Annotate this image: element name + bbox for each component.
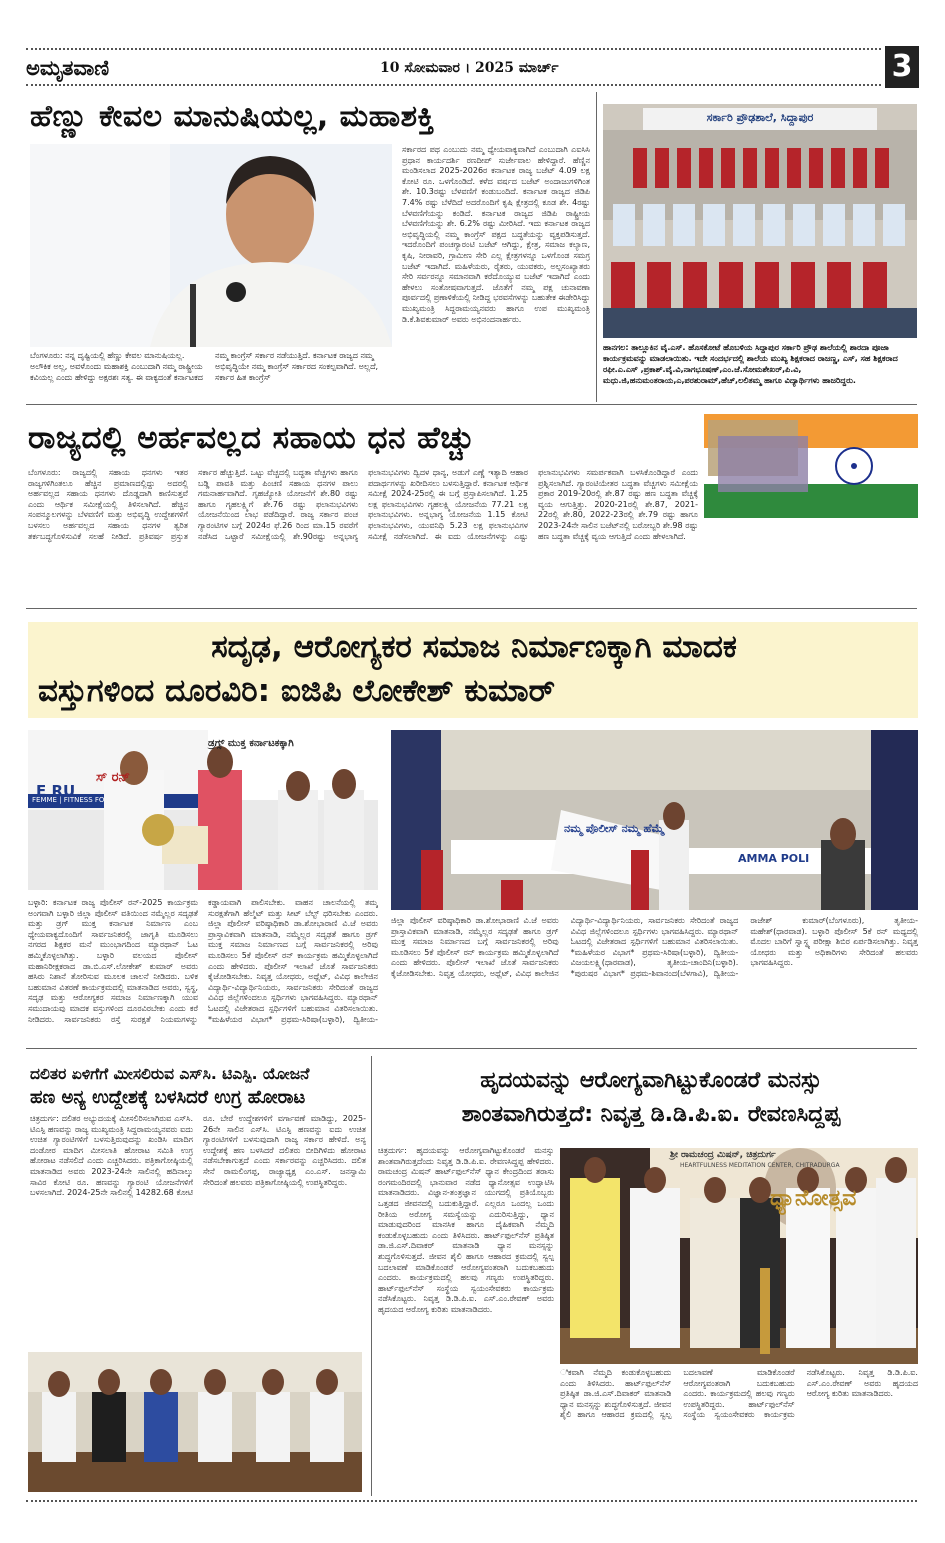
story6-headline-line2: ಶಾಂತವಾಗಿರುತ್ತದೆ: ನಿವೃತ್ತ ಡಿ.ಡಿ.ಪಿ.ಐ. ರೇವಣಸಿದ್ದಪ್ಪ bbox=[461, 1102, 841, 1127]
section-rule-2 bbox=[26, 608, 917, 609]
col-divider-bottom bbox=[371, 1056, 372, 1496]
header-dotted-rule bbox=[26, 84, 881, 86]
story4-headline-banner bbox=[28, 622, 918, 718]
story1-headline: ಹೆಣ್ಣು ಕೇವಲ ಮಾನುಷಿಯಲ್ಲ, ಮಹಾಶಕ್ತಿ bbox=[30, 99, 435, 134]
story3-headline: ರಾಜ್ಯದಲ್ಲಿ ಅರ್ಹವಲ್ಲದ ಸಹಾಯ ಧನ ಹೆಚ್ಚು bbox=[28, 420, 475, 456]
story5-body: ಚಿತ್ರದುರ್ಗ: ದಲಿತರ ಅಭ್ಯುದಯಕ್ಕೆ ಮೀಸಲಿರಿಸಲಾಗಿರುವ ಎಸ್‌ಸಿ. ಟಿಎಸ್ಪಿ ಹಣವನ್ನು ರಾಜ್ಯ ಮುಖ್ಯಮಂತ್ರಿ ಸಿದ್ದರಾಮಯ್ಯನವರು ಐದು ಉಚಿತ ಗ್ಯಾರಂಟಿಗಳಿಗೆ ಬಳಸುತ್ತಿರುವುದನ್ನು ಖಂಡಿಸಿ ಮಾದಿಗ ದಂಡೋರ ಮಾದಿಗ ಮೀಸಲಾತಿ ಹೋರಾಟ ಸಮಿತಿ ಉಗ್ರ ಹೋರಾಟ ನಡೆಸಲಿದೆ ಎಂದು ಎಚ್ಚರಿಸಿದರು. ಪತ್ರಿಕಾಗೋಷ್ಠಿಯಲ್ಲಿ ಮಾತನಾಡಿದ ಅವರು 2023-24ನೇ ಸಾಲಿನಲ್ಲಿ ಹದಿನಾಲ್ಕು ಸಾವಿರ ಕೋಟಿ ರೂ. ಹಣವನ್ನು ಗ್ಯಾರಂಟಿ ಯೋಜನೆಗಳಿಗೆ ಬಳಸಲಾಗಿದೆ. 2024-25ನೇ ಸಾಲಿನಲ್ಲಿ 14282.68 ಕೋಟಿ ರೂ. ಬೇರೆ ಉದ್ದೇಶಗಳಿಗೆ ವರ್ಗಾವಣೆ ಮಾಡಿದ್ದು, 2025-26ನೇ ಸಾಲಿನ ಎಸ್‌ಸಿ. ಟಿಎಸ್ಪಿ ಹಣವನ್ನು ಐದು ಉಚಿತ ಗ್ಯಾರಂಟಿಗಳಿಗೆ ಬಳಸುವುದಾಗಿ ರಾಜ್ಯ ಸರ್ಕಾರ ಹೇಳಿದೆ. ಅನ್ಯ ಉದ್ದೇಶಕ್ಕೆ ಹಣ ಬಳಸಿದರೆ ದಲಿತರು ಬೀದಿಗಿಳಿದು ಹೋರಾಟ ನಡೆಸಬೇಕಾಗುತ್ತದೆ ಎಂದು ಸರ್ಕಾರವನ್ನು ಎಚ್ಚರಿಸಿದರು. ದಲಿತ ಸೇನೆ ರಾಮಲಿಂಗಪ್ಪ, ರಾಜ್ಯಾಧ್ಯಕ್ಷ ಎಂ.ಎಸ್. ಜನಸ್ವಾಮಿ ಸೇರಿದಂತೆ ಹಲವರು ಪತ್ರಿಕಾಗೋಷ್ಠಿಯಲ್ಲಿ ಉಪಸ್ಥಿತರಿದ್ದರು. bbox=[30, 1114, 366, 1198]
story4-body-right: ಜಿಲ್ಲಾ ಪೊಲೀಸ್ ವರಿಷ್ಠಾಧಿಕಾರಿ ಡಾ.ಶೋಭಾರಾಣಿ ವಿ.ಜೆ ಅವರು ಪ್ರಾಸ್ತಾವಿಕವಾಗಿ ಮಾತನಾಡಿ, ನಮ್ಮೆಲ್ಲರ ಸದೃಢತೆ ಹಾಗೂ ಡ್ರಗ್ ಮುಕ್ತ ಸಮಾಜ ನಿರ್ಮಾಣದ ಬಗ್ಗೆ ಸಾರ್ವಜನಿಕರಲ್ಲಿ ಅರಿವು ಮೂಡಿಸಲು 5ಕೆ ಪೊಲೀಸ್ ರನ್ ಕಾರ್ಯಕ್ರಮ ಹಮ್ಮಿಕೊಳ್ಳಲಾಗಿದೆ ಎಂದು ಹೇಳಿದರು. ಪೊಲೀಸ್ ಇಲಾಖೆ ಜೊತೆ ಸಾರ್ವಜನಿಕರು ಕೈಜೋಡಿಸಬೇಕು. ನಿವೃತ್ತ ಯೋಧರು, ಅಥ್ಲೆಟ್, ವಿವಿಧ ಕಾಲೇಜಿನ ವಿದ್ಯಾರ್ಥಿ-ವಿದ್ಯಾರ್ಥಿನಿಯರು, ಸಾರ್ವಜನಿಕರು ಸೇರಿದಂತೆ ರಾಜ್ಯದ ವಿವಿಧ ಜಿಲ್ಲೆಗಳಿಂದಲೂ ಸ್ಪರ್ಧಿಗಳು ಭಾಗವಹಿಸಿದ್ದರು. ಮ್ಯಾರಥಾನ್ ಓಟದಲ್ಲಿ ವಿಜೇತರಾದ ಸ್ಪರ್ಧಿಗಳಿಗೆ ಬಹುಮಾನ ವಿತರಿಸಲಾಯಿತು. *ಮಹಿಳೆಯರ ವಿಭಾಗ* ಪ್ರಥಮ-ಸಿರಿಷಾ(ಬಳ್ಳಾರಿ), ದ್ವಿತೀಯ-ವಿಜಯಲಕ್ಷ್ಮಿ(ಧಾರವಾಡ), ತೃತೀಯ-ಚಾಂದಿನಿ(ಬಳ್ಳಾರಿ). *ಪುರುಷರ ವಿಭಾಗ* ಪ್ರಥಮ-ಶಿವಾನಂದ(ಬೆಳಗಾವಿ), ದ್ವಿತೀಯ-ರಾಜೇಶ್ ಕುಮಾರ್(ಬೆಂಗಳೂರು), ತೃತೀಯ-ಮಹೇಶ್(ಧಾರವಾಡ). ಬಳ್ಳಾರಿ ಪೊಲೀಸ್ 5ಕೆ ರನ್ ಮಧ್ಯದಲ್ಲಿ ಮೊದಲ ಬಾರಿಗೆ ಸ್ವಾಸ್ಥ್ಯ ಪರೀಕ್ಷಾ ಶಿಬಿರ ಏರ್ಪಡಿಸಲಾಗಿತ್ತು. ನಿವೃತ್ತ ಯೋಧರು ಮತ್ತು ಅಧಿಕಾರಿಗಳು ಸೇರಿದಂತೆ ಹಲವರು ಭಾಗವಹಿಸಿದ್ದರು. bbox=[391, 916, 918, 978]
section-rule-1 bbox=[26, 404, 917, 405]
page-number: 3 bbox=[885, 46, 919, 88]
paper-name: ಅಮೃತವಾಣಿ bbox=[26, 56, 110, 80]
story5-photo bbox=[28, 1352, 362, 1492]
story6-photo-backdrop: ಧ್ಯಾನೋತ್ಸವ bbox=[770, 1186, 857, 1211]
story6-photo-banner2: HEARTFULNESS MEDITATION CENTER, CHITRADURGA bbox=[680, 1162, 840, 1169]
story4-photo-award bbox=[28, 730, 378, 890]
col-divider bbox=[596, 92, 597, 402]
story2-photo bbox=[603, 104, 917, 338]
story4-photo-run bbox=[391, 730, 918, 910]
story1-body: ಸರ್ಕಾರದ ಪಥ ಎಂಬುದು ನಮ್ಮ ಧ್ಯೇಯವಾಕ್ಯವಾಗಿದೆ ಎಂಬುದಾಗಿ ಎಐಸಿಸಿ ಪ್ರಧಾನ ಕಾರ್ಯದರ್ಶಿ ರಣದೀಪ್ ಸುರ್ಜೇವಾಲ ಹೇಳಿದ್ದಾರೆ. ಹೆಣ್ಣಿನ ಮಂಡಿಸಲಾದ 2025-2026ರ ಕರ್ನಾಟಕ ರಾಜ್ಯ ಬಜೆಟ್ 4.09 ಲಕ್ಷ ಕೋಟಿ ರೂ. ಒಳಗೊಂಡಿದೆ. ಕಳೆದ ವರ್ಷದ ಬಜೆಟ್ ಅಂದಾಜುಗಳಿಗಿಂತ ಶೇ. 10.3ರಷ್ಟು ಬೆಳವಣಿಗೆ ಕಂಡುಬಂದಿದೆ. ಕರ್ನಾಟಕ ರಾಜ್ಯದ ಜಿಡಿಪಿ 7.4% ರಷ್ಟು ಬೆಳೆದಿದೆ ಅದರೊಂದಿಗೆ ಕೃಷಿ ಕ್ಷೇತ್ರದಲ್ಲಿ ಕೂಡ ಶೇ. 4ರಷ್ಟು ಬೆಳವಣಿಗೆಯನ್ನು ಕಂಡಿದೆ. ಕರ್ನಾಟಕ ರಾಜ್ಯದ ಜಿಡಿಪಿ ರಾಷ್ಟ್ರೀಯ ಬೆಳವಣಿಗೆಯನ್ನು ಶೇ. 6.2% ರಷ್ಟು ಮೀರಿಸಿದೆ. ಇದು ಕರ್ನಾಟಕ ರಾಜ್ಯದ ಅಭಿವೃದ್ಧಿಯಲ್ಲಿ ನಮ್ಮ ಕಾಂಗ್ರೆಸ್ ಪಕ್ಷದ ಬದ್ಧತೆಯನ್ನು ವ್ಯಕ್ತಪಡಿಸುತ್ತದೆ. ಇದರೊಂದಿಗೆ ಪಂಚಗ್ಯಾರಂಟಿ ಬಜೆಟ್ ಆಗಿದ್ದು, ಕ್ಷೇತ್ರ, ಸಮಾಜ ಕಲ್ಯಾಣ, ಕೃಷಿ, ನೀರಾವರಿ, ಗ್ರಾಮೀಣ ಸೇರಿ ಎಲ್ಲ ಕ್ಷೇತ್ರಗಳನ್ನೂ ಒಳಗೊಂಡ ಸಮಗ್ರ ಬಜೆಟ್ ಇದಾಗಿದೆ. ಮಹಿಳೆಯರು, ರೈತರು, ಯುವಕರು, ಅಲ್ಪಸಂಖ್ಯಾತರು ಸೇರಿ ಸರ್ವರನ್ನೂ ಸಮಾನವಾಗಿ ಕರೆದೊಯ್ಯುವ ಬಜೆಟ್ ಇದಾಗಿದೆ ಎಂದು ಹೇಳಲು ಸಂತೋಷವಾಗುತ್ತದೆ. ಜೊತೆಗೆ ನಮ್ಮ ಪಕ್ಷ ಚುನಾವಣಾ ಪೂರ್ವದಲ್ಲಿ ಪ್ರಣಾಳಿಕೆಯಲ್ಲಿ ನೀಡಿದ್ದ ಭರವಸೆಗಳನ್ನು ಬಹುತೇಕ ಈಡೇರಿಸಿದ್ದು ಮುಖ್ಯಮಂತ್ರಿ ಸಿದ್ದರಾಮಯ್ಯನವರು ಹಾಗೂ ಉಪ ಮುಖ್ಯಮಂತ್ರಿ ಡಿ.ಕೆ.ಶಿವಕುಮಾರ್ ಅವರು ಅಭಿನಂದನಾರ್ಹರು. bbox=[402, 145, 590, 324]
lamp-lighting-illustration bbox=[560, 1148, 918, 1364]
story6-body-lower: ಿಕವಾಗಿ ನೆಮ್ಮದಿ ಕಂಡುಕೊಳ್ಳಬಹುದು ಎಂದು ತಿಳಿಸಿದರು. ಹಾರ್ಟ್‌ಫುಲ್‌ನೆಸ್ ಪ್ರತಿಷ್ಠಿತ ಡಾ.ಜಿ.ಎಸ್.ದಿವಾಕರ್ ಮಾತನಾಡಿ ಧ್ಯಾನ ಮನಸ್ಸನ್ನು ಶುದ್ಧಗೊಳಿಸುತ್ತದೆ. ಜೀವನ ಶೈಲಿ ಹಾಗೂ ಆಹಾರದ ಕ್ರಮದಲ್ಲಿ ಸ್ವಲ್ಪ ಬದಲಾವಣೆ ಮಾಡಿಕೊಂಡರೆ ಆರೋಗ್ಯವಂತರಾಗಿ ಬದುಕಬಹುದು ಎಂದರು. ಕಾರ್ಯಕ್ರಮದಲ್ಲಿ ಹಲವು ಗಣ್ಯರು ಉಪಸ್ಥಿತರಿದ್ದರು. ಹಾರ್ಟ್‌ಫುಲ್‌ನೆಸ್ ಸಂಸ್ಥೆಯ ಸ್ವಯಂಸೇವಕರು ಕಾರ್ಯಕ್ರಮ ನಡೆಸಿಕೊಟ್ಟರು. ನಿವೃತ್ತ ಡಿ.ಡಿ.ಪಿ.ಐ. ಎಸ್.ಎಂ.ರೇವಣ್ ಅವರು ಹೃದಯದ ಆರೋಗ್ಯ ಕುರಿತು ಮಾತನಾಡಿದರು. bbox=[560, 1368, 918, 1420]
story4-body-left: ಬಳ್ಳಾರಿ: ಕರ್ನಾಟಕ ರಾಜ್ಯ ಪೊಲೀಸ್ ರನ್-2025 ಕಾರ್ಯಕ್ರಮ ಅಂಗವಾಗಿ ಬಳ್ಳಾರಿ ಜಿಲ್ಲಾ ಪೊಲೀಸ್ ವತಿಯಿಂದ ನಮ್ಮೆಲ್ಲರ ಸದೃಢತೆ ಮತ್ತು ಡ್ರಗ್ ಮುಕ್ತ ಕರ್ನಾಟಕ ನಿರ್ಮಾಣ ಎಂಬ ಧ್ಯೇಯವಾಕ್ಯದೊಂದಿಗೆ ಸಾರ್ವಜನಿಕರಲ್ಲಿ ಜಾಗೃತಿ ಮೂಡಿಸಲು ನಗರದ ಶಿಕ್ಷಕರ ಮನೆ ಮುಂಭಾಗದಿಂದ ಮ್ಯಾರಥಾನ್ ಓಟ ಹಮ್ಮಿಕೊಳ್ಳಲಾಗಿತ್ತು. ಬಳ್ಳಾರಿ ವಲಯದ ಪೊಲೀಸ್ ಮಹಾನಿರೀಕ್ಷಕರಾದ ಡಾ.ಬಿ.ಎಸ್.ಲೋಕೇಶ್ ಕುಮಾರ್ ಅವರು ಹಸಿರು ನಿಶಾನೆ ತೋರಿಸುವ ಮೂಲಕ ಚಾಲನೆ ನೀಡಿದರು. ಬಳಿಕ ಬಹುಮಾನ ವಿತರಣೆ ಕಾರ್ಯಕ್ರಮದಲ್ಲಿ ಮಾತನಾಡಿದ ಅವರು, ಸ್ವಸ್ಥ, ಸದೃಢ ಮತ್ತು ಆರೋಗ್ಯಕರ ಸಮಾಜ ನಿರ್ಮಾಣಕ್ಕಾಗಿ ಯುವ ಸಮುದಾಯವು ಮಾದಕ ವಸ್ತುಗಳಿಂದ ದೂರವಿರಬೇಕು ಎಂದು ಕರೆ ನೀಡಿದರು. ಸಾರ್ವಜನಿಕರು ರಸ್ತೆ ಸುರಕ್ಷತೆ ನಿಯಮಗಳನ್ನು ಕಡ್ಡಾಯವಾಗಿ ಪಾಲಿಸಬೇಕು. ವಾಹನ ಚಾಲನೆಯಲ್ಲಿ ತಮ್ಮ ಸುರಕ್ಷತೆಗಾಗಿ ಹೆಲ್ಮೆಟ್ ಮತ್ತು ಸೀಟ್ ಬೆಲ್ಟ್ ಧರಿಸಬೇಕು ಎಂದರು. ಜಿಲ್ಲಾ ಪೊಲೀಸ್ ವರಿಷ್ಠಾಧಿಕಾರಿ ಡಾ.ಶೋಭಾರಾಣಿ ವಿ.ಜೆ ಅವರು ಪ್ರಾಸ್ತಾವಿಕವಾಗಿ ಮಾತನಾಡಿ, ನಮ್ಮೆಲ್ಲರ ಸದೃಢತೆ ಹಾಗೂ ಡ್ರಗ್ ಮುಕ್ತ ಸಮಾಜ ನಿರ್ಮಾಣದ ಬಗ್ಗೆ ಸಾರ್ವಜನಿಕರಲ್ಲಿ ಅರಿವು ಮೂಡಿಸಲು 5ಕೆ ಪೊಲೀಸ್ ರನ್ ಕಾರ್ಯಕ್ರಮ ಹಮ್ಮಿಕೊಳ್ಳಲಾಗಿದೆ ಎಂದು ಹೇಳಿದರು. ಪೊಲೀಸ್ ಇಲಾಖೆ ಜೊತೆ ಸಾರ್ವಜನಿಕರು ಕೈಜೋಡಿಸಬೇಕು. ನಿವೃತ್ತ ಯೋಧರು, ಅಥ್ಲೆಟ್, ವಿವಿಧ ಕಾಲೇಜಿನ ವಿದ್ಯಾರ್ಥಿ-ವಿದ್ಯಾರ್ಥಿನಿಯರು, ಸಾರ್ವಜನಿಕರು ಸೇರಿದಂತೆ ರಾಜ್ಯದ ವಿವಿಧ ಜಿಲ್ಲೆಗಳಿಂದಲೂ ಸ್ಪರ್ಧಿಗಳು ಭಾಗವಹಿಸಿದ್ದರು. ಮ್ಯಾರಥಾನ್ ಓಟದಲ್ಲಿ ವಿಜೇತರಾದ ಸ್ಪರ್ಧಿಗಳಿಗೆ ಬಹುಮಾನ ವಿತರಿಸಲಾಯಿತು. *ಮಹಿಳೆಯರ ವಿಭಾಗ* ಪ್ರಥಮ-ಸಿರಿಷಾ(ಬಳ್ಳಾರಿ), ದ್ವಿತೀಯ- bbox=[28, 898, 378, 1024]
story4-photo1-banner: ಡ್ರಗ್ಸ್ ಮುಕ್ತ ಕರ್ನಾಟಕಕ್ಕಾಗಿ bbox=[208, 738, 294, 749]
story4-headline-line2: ವಸ್ತುಗಳಿಂದ ದೂರವಿರಿ: ಐಜಿಪಿ ಲೋಕೇಶ್ ಕುಮಾರ್ bbox=[38, 673, 556, 709]
story5-headline-line1: ದಲಿತರ ಏಳಿಗೆಗೆ ಮೀಸಲಿರುವ ಎಸ್‌ಸಿ. ಟಿಎಸ್ಪಿ. ಯೋಜನೆ bbox=[30, 1065, 310, 1083]
story2-caption: ಹಾನಗಲ: ತಾಲ್ಲೂಕಿನ ವೈ.ಎಸ್. ಹೊಸಕೋಟೆ ಹೊಬಳಿಯ ಸಿದ್ದಾಪುರ ಸರ್ಕಾರಿ ಪ್ರೌಢ ಶಾಲೆಯಲ್ಲಿ ಶಾರದಾ ಪೂಜಾ ಕಾರ್ಯಕ್ರಮವನ್ನು ಮಾಡಲಾಯಿತು. ಇದೇ ಸಂದರ್ಭದಲ್ಲಿ ಶಾಲೆಯ ಮುಖ್ಯ ಶಿಕ್ಷಕರಾದ ರಾಜಣ್ಣ, ಎಸ್, ಸಹ ಶಿಕ್ಷಕರಾದ ರಫೀ.ಎ.ಎಸ್ ,ಪ್ರಕಾಶ್.ವೈ.ವಿ,ನಾಗಭೂಷಣ್,ಎಂ.ಜೆ.ಸೋಮಶೇಖರ್,ಪಿ.ವಿ, ಮಧು.ಜಿ,ಹನುಮಂತರಾಯ,ಎ,ಪರಶುರಾಮ್,ಹೆಚ್,ಲಲಿತಮ್ಮ ಹಾಗೂ ವಿದ್ಯಾರ್ಥಿಗಳು ಹಾಜರಿದ್ದರು. bbox=[603, 343, 898, 385]
speaker-illustration bbox=[30, 144, 392, 347]
story4-photo1-sign2: E RU bbox=[36, 782, 76, 800]
story6-body: ಚಿತ್ರದುರ್ಗ: ಹೃದಯವನ್ನು ಆರೋಗ್ಯವಾಗಿಟ್ಟುಕೊಂಡರೆ ಮನಸ್ಸು ಶಾಂತವಾಗಿರುತ್ತದೆಂದು ನಿವೃತ್ತ ಡಿ.ಡಿ.ಪಿ.ಐ. ರೇವಣಸಿದ್ದಪ್ಪ ಹೇಳಿದರು. ರಾಮಚಂದ್ರ ಮಿಷನ್ ಹಾರ್ಟ್‌ಫುಲ್‌ನೆಸ್ ಧ್ಯಾನ ಕೇಂದ್ರದಿಂದ ತರಾಸು ರಂಗಮಂದಿರದಲ್ಲಿ ಭಾನುವಾರ ನಡೆದ ಧ್ಯಾನೋತ್ಸವ ಉದ್ಘಾಟಿಸಿ ಮಾತನಾಡಿದರು. ವಿಜ್ಞಾನ-ತಂತ್ರಜ್ಞಾನ ಯುಗದಲ್ಲಿ ಪ್ರತಿಯೊಬ್ಬರು ಒತ್ತಡದ ಜೀವನದಲ್ಲಿ ಬದುಕುತ್ತಿದ್ದಾರೆ. ಎಲ್ಲರೂ ಒಂದಲ್ಲ ಒಂದು ರೀತಿಯ ಅರೋಗ್ಯ ಸಮಸ್ಯೆಯನ್ನು ಎದುರಿಸುತ್ತಿದ್ದು, ಧ್ಯಾನ ಮಾಡುವುದರಿಂದ ಮಾನಸಿಕ ಹಾಗೂ ದೈಹಿಕವಾಗಿ ನೆಮ್ಮದಿ ಕಂಡುಕೊಳ್ಳಬಹುದು ಎಂದು ತಿಳಿಸಿದರು. ಹಾರ್ಟ್‌ಫುಲ್‌ನೆಸ್ ಪ್ರತಿಷ್ಠಿತ ಡಾ.ಜಿ.ಎಸ್.ದಿವಾಕರ್ ಮಾತನಾಡಿ ಧ್ಯಾನ ಮನಸ್ಸನ್ನು ಶುದ್ಧಗೊಳಿಸುತ್ತದೆ. ಜೀವನ ಶೈಲಿ ಹಾಗೂ ಆಹಾರದ ಕ್ರಮದಲ್ಲಿ ಸ್ವಲ್ಪ ಬದಲಾವಣೆ ಮಾಡಿಕೊಂಡರೆ ಆರೋಗ್ಯವಂತರಾಗಿ ಬದುಕಬಹುದು ಎಂದರು. ಕಾರ್ಯಕ್ರಮದಲ್ಲಿ ಹಲವು ಗಣ್ಯರು ಉಪಸ್ಥಿತರಿದ್ದರು. ಹಾರ್ಟ್‌ಫುಲ್‌ನೆಸ್ ಸಂಸ್ಥೆಯ ಸ್ವಯಂಸೇವಕರು ಕಾರ್ಯಕ್ರಮ ನಡೆಸಿಕೊಟ್ಟರು. ನಿವೃತ್ತ ಡಿ.ಡಿ.ಪಿ.ಐ. ಎಸ್.ಎಂ.ರೇವಣ್ ಅವರು ಹೃದಯದ ಆರೋಗ್ಯ ಕುರಿತು ಮಾತನಾಡಿದರು. bbox=[378, 1146, 554, 1314]
story6-photo bbox=[560, 1148, 918, 1364]
story1-caption: ಬೆಂಗಳೂರು: ನನ್ನ ದೃಷ್ಟಿಯಲ್ಲಿ ಹೆಣ್ಣು ಕೇವಲ ಮಾನುಷಿಯಲ್ಲ. ಅಲೌಕಿಕ ಅಲ್ಲ, ಅವಳೊಂದು ಮಹಾಶಕ್ತಿ ಎಂಬುದಾಗಿ ನಮ್ಮ ರಾಷ್ಟ್ರೀಯ ಕವಿಯಲ್ಲ ಎಂದು ಹೇಳಿದ್ದು ಅಕ್ಷರಶಃ ಸತ್ಯ. ಈ ವಾಕ್ಯದಂತೆ ಕರ್ನಾಟಕದ ನಮ್ಮ ಕಾಂಗ್ರೆಸ್ ಸರ್ಕಾರ ನಡೆಯುತ್ತಿದೆ. ಕರ್ನಾಟಕ ರಾಜ್ಯದ ನಮ್ಮ ಅಭಿವೃದ್ಧಿಯೇ ನಮ್ಮ ಕಾಂಗ್ರೆಸ್ ಸರ್ಕಾರದ ಸಂಕಲ್ಪವಾಗಿದೆ. ಅಲ್ಲದೆ, ಸರ್ಕಾರ ಹಿತ ಕಾಂಗ್ರೆಸ್ bbox=[30, 351, 379, 382]
group-photo-illustration bbox=[603, 104, 917, 338]
story4-headline-line1: ಸದೃಢ, ಆರೋಗ್ಯಕರ ಸಮಾಜ ನಿರ್ಮಾಣಕ್ಕಾಗಿ ಮಾದಕ bbox=[211, 629, 737, 665]
story3-photo bbox=[704, 414, 918, 518]
top-dotted-rule bbox=[26, 48, 881, 50]
story1-photo bbox=[30, 144, 392, 347]
story6-photo-banner: ಶ್ರೀ ರಾಮಚಂದ್ರ ಮಿಷನ್, ಚಿತ್ರದುರ್ಗ bbox=[670, 1150, 776, 1160]
story4-photo1-sign: ಸ್ ರನ್ bbox=[96, 770, 130, 785]
award-photo-illustration bbox=[28, 730, 378, 890]
currency-flag-illustration bbox=[704, 414, 918, 518]
story4-photo1-strip: FEMME | FITNESS FO bbox=[32, 796, 105, 804]
bottom-dotted-rule bbox=[26, 1500, 917, 1502]
story5-headline-line2: ಹಣ ಅನ್ಯ ಉದ್ದೇಶಕ್ಕೆ ಬಳಸಿದರೆ ಉಗ್ರ ಹೋರಾಟ bbox=[30, 1087, 306, 1108]
story4-photo2-sign: ನಮ್ಮ ಪೊಲೀಸ್ ನಮ್ಮ ಹೆಮ್ಮೆ bbox=[564, 822, 664, 835]
story2-photo-banner: ಸರ್ಕಾರಿ ಪ್ರೌಢಶಾಲೆ, ಸಿದ್ದಾಪುರ bbox=[706, 111, 814, 124]
section-rule-3 bbox=[26, 1048, 917, 1049]
run-photo-illustration bbox=[391, 730, 918, 910]
story3-body: ಬೆಂಗಳೂರು: ರಾಜ್ಯದಲ್ಲಿ ಸಹಾಯ ಧನಗಳು ಇತರ ರಾಜ್ಯಗಳಿಗಿಂತಲೂ ಹೆಚ್ಚಿನ ಪ್ರಮಾಣದಲ್ಲಿದ್ದು ಅದರಲ್ಲಿ ಅರ್ಹವಲ್ಲದ ಸಹಾಯ ಧನಗಳು ದೊಡ್ಡದಾಗಿ ಕಾಣಿಸುತ್ತವೆ ಎಂದು ಆರ್ಥಿಕ ಸಮೀಕ್ಷೆಯಲ್ಲಿ ತಿಳಿಸಲಾಗಿದೆ. ಹೆಚ್ಚಿನ ಸಂಪನ್ಮೂಲಗಳನ್ನು ಬೆಳವಣಿಗೆ ಮತ್ತು ಅಭಿವೃದ್ಧಿ ಉದ್ದೇಶಗಳಿಗೆ ಬಳಸಲು ಅರ್ಹವಲ್ಲದ ಸಹಾಯ ಧನಗಳ ತ್ವರಿತ ತರ್ಕಬದ್ಧಗೊಳಿಸುವಿಕೆ ಸಲಹೆ ನೀಡಿದೆ. ಪ್ರತಿವರ್ಷ ಪ್ರಸ್ತುತ ಸರ್ಕಾರ ಹೆಚ್ಚುತ್ತಿದೆ. ಒಟ್ಟು ವೆಚ್ಚದಲ್ಲಿ ಬದ್ಧತಾ ವೆಚ್ಚಗಳು ಹಾಗೂ ಬಡ್ಡಿ ಪಾವತಿ ಮತ್ತು ಪಿಂಚಣಿ ಸಹಾಯ ಧನಗಳ ಪಾಲು ಗಮನಾರ್ಹವಾಗಿದೆ. ಗೃಹಜ್ಯೋತಿ ಯೋಜನೆಗೆ ಶೇ.80 ರಷ್ಟು ಹಾಗೂ ಗೃಹಲಕ್ಷ್ಮಿಗೆ ಶೇ.76 ರಷ್ಟು ಫಲಾನುಭವಿಗಳು ಯೋಜನೆಯಿಂದ ಲಾಭ ಪಡೆದಿದ್ದಾರೆ. ರಾಜ್ಯ ಸರ್ಕಾರ ಪಂಚ ಗ್ಯಾರಂಟಿಗಳ ಬಗ್ಗೆ 2024ರ ಫೆ.26 ರಿಂದ ಮಾ.15 ರವರೆಗೆ ನಡೆಸಿದ ಒಟ್ಟಾರೆ ಸಮೀಕ್ಷೆಯಲ್ಲಿ ಶೇ.90ರಷ್ಟು ಅನ್ನಭಾಗ್ಯ ಫಲಾನುಭವಿಗಳು ದ್ವಿದಳ ಧಾನ್ಯ, ಅಡುಗೆ ಎಣ್ಣೆ ಇತ್ಯಾದಿ ಆಹಾರ ಪದಾರ್ಥಗಳನ್ನು ಖರೀದಿಸಲು ಬಳಸುತ್ತಿದ್ದಾರೆ. ಕರ್ನಾಟಕ ಆರ್ಥಿಕ ಸಮೀಕ್ಷೆ 2024-25ರಲ್ಲಿ ಈ ಬಗ್ಗೆ ಪ್ರಸ್ತಾಪಿಸಲಾಗಿದೆ. 1.25 ಲಕ್ಷ ಫಲಾನುಭವಿಗಳು ಗೃಹಲಕ್ಷ್ಮಿ ಯೋಜನೆಯ 77.21 ಲಕ್ಷ ಫಲಾನುಭವಿಗಳು. ಅನ್ನಭಾಗ್ಯ ಯೋಜನೆಯ 1.15 ಕೋಟಿ ಫಲಾನುಭವಿಗಳು, ಯುವನಿಧಿ 5.23 ಲಕ್ಷ ಫಲಾನುಭವಿಗಳ ಸಮೀಕ್ಷೆ ನಡೆಸಲಾಗಿದೆ. ಈ ಐದು ಯೋಜನೆಗಳನ್ನು ಎಷ್ಟು ಫಲಾನುಭವಿಗಳು ಸಮರ್ಪಕವಾಗಿ ಬಳಸಿಕೊಂಡಿದ್ದಾರೆ ಎಂದು ಪ್ರಶ್ನಿಸಲಾಗಿದೆ. ಗ್ಯಾರಂಟಿಯೇತರ ಬದ್ಧತಾ ವೆಚ್ಚಗಳು ಸಮೀಕ್ಷೆಯ ಪ್ರಕಾರ 2019-20ರಲ್ಲಿ ಶೇ.87 ರಷ್ಟು ಹಣ ಬದ್ಧತಾ ವೆಚ್ಚಕ್ಕೆ ವ್ಯಯ ಆಗುತ್ತಿತ್ತು. 2020-21ರಲ್ಲಿ ಶೇ.87, 2021-22ರಲ್ಲಿ ಶೇ.80, 2022-23ರಲ್ಲಿ ಶೇ.79 ರಷ್ಟು ಹಾಗೂ 2023-24ನೇ ಸಾಲಿನ ಬಜೆಟ್‌ನಲ್ಲಿ ಬರೋಬ್ಬರಿ ಶೇ.98 ರಷ್ಟು ಹಣ ಬದ್ಧತಾ ವೆಚ್ಚಕ್ಕೆ ವ್ಯಯ ಆಗುತ್ತಿದೆ ಎಂದು ಹೇಳಲಾಗಿದೆ. bbox=[28, 468, 698, 541]
story4-photo2-sign2: AMMA POLI bbox=[738, 852, 810, 865]
press-meet-illustration bbox=[28, 1352, 362, 1492]
story3-body-extension bbox=[704, 524, 918, 604]
story6-headline-line1: ಹೃದಯವನ್ನು ಆರೋಗ್ಯವಾಗಿಟ್ಟುಕೊಂಡರೆ ಮನಸ್ಸು bbox=[480, 1068, 822, 1093]
date-line: 10 ಸೋಮವಾರ । 2025 ಮಾರ್ಚ್ bbox=[380, 60, 559, 76]
